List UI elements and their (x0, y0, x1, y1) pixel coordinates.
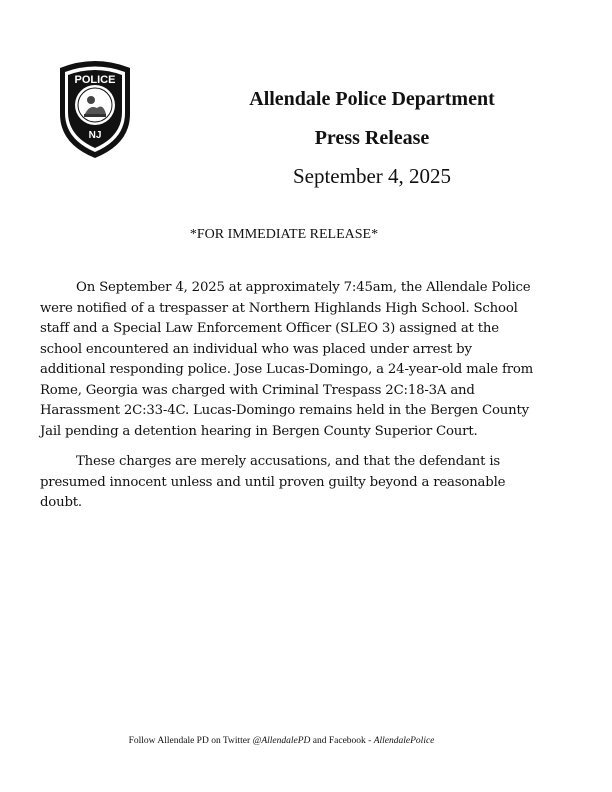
document-type: Press Release (314, 127, 430, 149)
release-date: September 4, 2025 (292, 164, 452, 188)
footer-text: and Facebook - (310, 736, 374, 746)
footer-text: Follow Allendale PD on Twitter (128, 736, 253, 746)
badge-bottom-text: NJ (88, 130, 102, 141)
press-release-body (40, 278, 538, 524)
facebook-handle: AllendalePolice (373, 736, 435, 746)
paragraph: On September 4, 2025 at approximately 7:45am, the Allendale Police were notified of a trespasser at Northern Highlands High School. School staff and a Special Law Enforcement Officer (SLEO 3) assigned at the school encountered an individual who was placed under arrest by additional responding police. Jose Lucas-Domingo, a 24-year-old male from Rome, Georgia was charged with Criminal Trespass 2C:18-3A and Harassment 2C:33-4C. Lucas-Domingo remains held in the Bergen County Jail pending a detention hearing in Bergen County Superior Court. (40, 280, 534, 439)
police-badge-icon (56, 56, 134, 160)
paragraph: These charges are merely accusations, and that the defendant is presumed innocent unless and until proven guilty beyond a reasonable doubt. (40, 454, 506, 510)
badge-top-text: POLICE (74, 74, 116, 86)
immediate-release-note: *FOR IMMEDIATE RELEASE* (189, 227, 379, 242)
footer (0, 736, 563, 746)
twitter-handle: @AllendalePD (252, 736, 311, 746)
department-title: Allendale Police Department (249, 88, 495, 110)
